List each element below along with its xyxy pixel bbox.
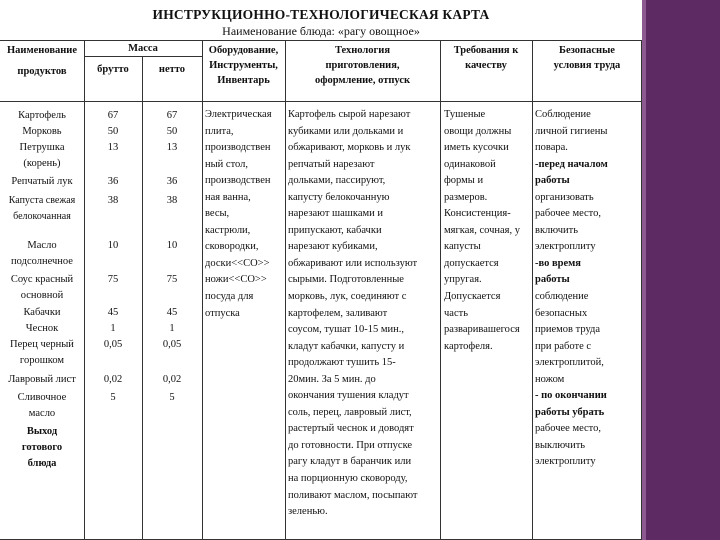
mass-brutto: 0,05 — [103, 339, 123, 350]
product-name: Соус красный основной — [10, 274, 74, 301]
header-safety: Безопасные условия труда — [553, 45, 621, 71]
mass-brutto: 13 — [107, 142, 119, 153]
document-title: ИНСТРУКЦИОННО-ТЕХНОЛОГИЧЕСКАЯ КАРТА — [152, 7, 490, 22]
mass-netto: 67 — [166, 110, 178, 121]
header-bottom-border — [0, 101, 642, 102]
mass-brutto: 5 — [110, 392, 116, 403]
mass-netto: 38 — [166, 195, 178, 206]
product-name: Перец черный горошком — [10, 339, 74, 366]
product-name: Морковь — [22, 126, 62, 137]
mass-netto: 1 — [169, 323, 175, 334]
mass-netto: 5 — [169, 392, 175, 403]
mass-brutto: 75 — [107, 274, 119, 285]
mass-brutto: 50 — [107, 126, 119, 137]
mass-brutto: 1 — [110, 323, 116, 334]
mass-netto: 0,02 — [162, 374, 182, 385]
product-name: Сливочное масло — [17, 392, 67, 419]
mass-brutto: 36 — [107, 176, 119, 187]
slide-side-panel — [642, 0, 720, 540]
header-equipment: Оборудование, Инструменты, Инвентарь — [208, 45, 279, 86]
product-name: Лавровый лист — [8, 374, 76, 385]
mass-brutto: 38 — [107, 195, 119, 206]
col-divider — [440, 40, 441, 539]
mass-netto: 0,05 — [162, 339, 182, 350]
col-divider — [285, 40, 286, 539]
technology-text: Картофель сырой нарезают кубиками или дольками и обжаривают, морковь и лук репчатый нарезают дольками, пассируют, капусту белокочанную нарезают шашками и припускают, кабачки нарезают кубиками, обжаривают или используют сырыми. Подготовленные морковь, лук, соединяют с картофелем, заливают соусом, тушат 10-15 мин., кладут кабачки, капусту и продолжают тушить 15- 20мин. За 5 мин. до окончания тушения кладут соль, перец, лавровый лист, растертый чеснок и доводят до готовности. При отпуске рагу кладут в баранчик или на порционную сковороду, поливают маслом, посыпают зеленью. — [288, 109, 418, 518]
product-name: Чеснок — [25, 323, 59, 334]
product-name: Масло подсолнечное — [11, 240, 73, 267]
mass-netto: 10 — [166, 240, 178, 251]
mass-brutto: 45 — [107, 307, 119, 318]
mass-netto: 13 — [166, 142, 178, 153]
side-panel-edge — [642, 0, 646, 540]
product-name: Кабачки — [23, 307, 61, 318]
yield-label: Выход готового блюда — [21, 426, 63, 469]
header-mass: Масса — [128, 43, 158, 54]
product-name: Петрушка (корень) — [19, 142, 65, 169]
equipment-list: Электрическая плита, производствен ный стол, производствен ная ванна, весы, кастрюли, сковородки, доски<<СО>> ножи<<СО>> посуда для отпуска — [205, 109, 272, 319]
mass-netto: 45 — [166, 307, 178, 318]
dish-name: Наименование блюда: «рагу овощное» — [222, 24, 420, 38]
header-quality: Требования к качеству — [453, 45, 519, 71]
col-divider — [532, 40, 533, 539]
product-name: Репчатый лук — [11, 176, 73, 187]
product-name: Капуста свежая белокочанная — [8, 195, 76, 222]
mass-brutto: 10 — [107, 240, 119, 251]
mass-brutto: 0,02 — [103, 374, 123, 385]
col-divider — [202, 40, 203, 539]
mass-brutto: 67 — [107, 110, 119, 121]
header-product-name: Наименование продуктов — [7, 45, 77, 77]
safety-conditions: Соблюдение личной гигиены повара. -перед началом работы организовать рабочее место, включить электроплиту -во время работы соблюдение безопасных приемов труда при работе с электроплитой, ножом - по окончании работы убрать рабочее место, выключить электроплиту — [535, 109, 608, 468]
quality-requirements: Тушеные овощи должны иметь кусочки одинаковой формы и размеров. Консистенция- мягкая, сочная, у капусты допускается упругая. Допускается часть разваривашегося картофеля. — [444, 109, 520, 352]
product-name: Картофель — [18, 110, 66, 121]
mass-netto: 75 — [166, 274, 178, 285]
mass-netto: 36 — [166, 176, 178, 187]
header-netto: нетто — [158, 64, 186, 75]
header-brutto: брутто — [97, 64, 129, 75]
header-technology: Технология приготовления, оформление, отпуск — [314, 45, 411, 86]
mass-netto: 50 — [166, 126, 178, 137]
